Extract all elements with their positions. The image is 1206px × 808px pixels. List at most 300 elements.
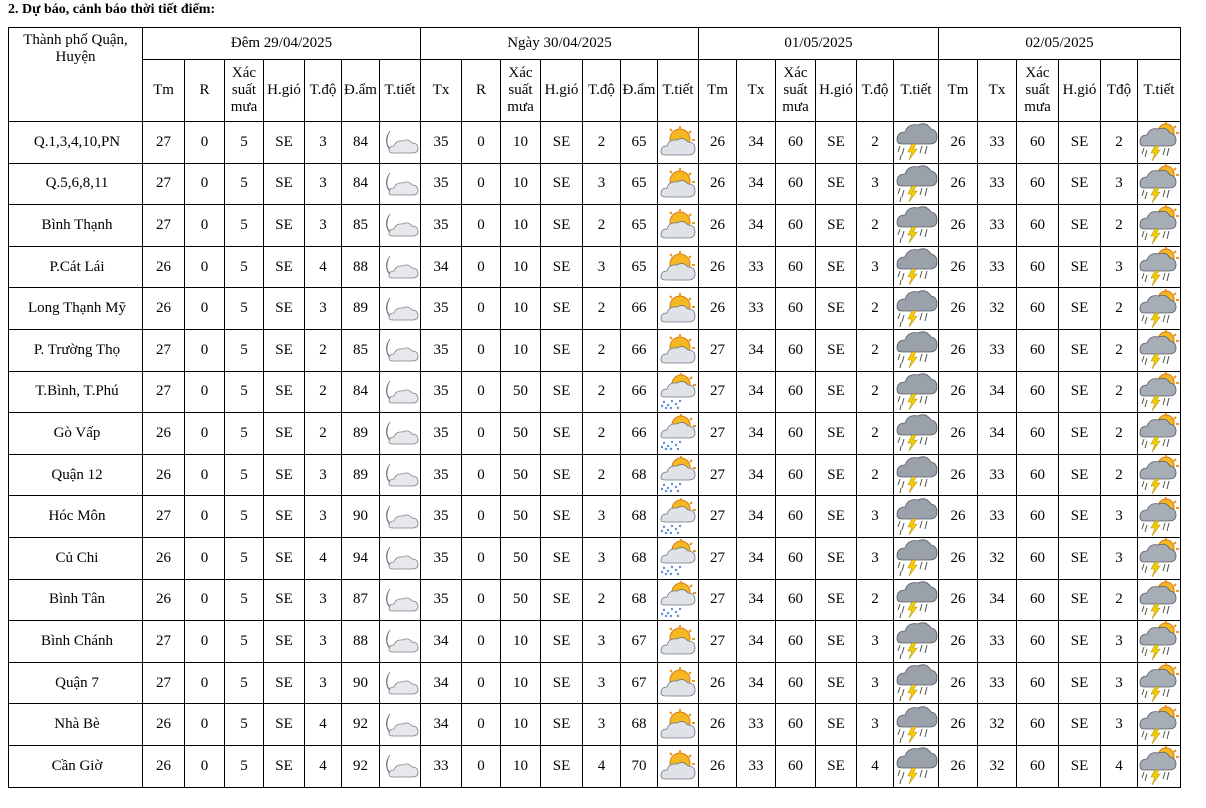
- wind-direction: SE: [816, 329, 857, 371]
- moon-cloud-icon: [380, 252, 420, 282]
- wind-direction: SE: [1059, 122, 1101, 164]
- sun-rain-icon: [658, 373, 698, 411]
- location-name: T.Bình, T.Phú: [9, 371, 143, 413]
- min-temp: 27: [143, 371, 185, 413]
- rain-probability: 60: [776, 329, 816, 371]
- sun-thunderstorm-icon: [1138, 746, 1180, 786]
- weather-cell: [658, 704, 699, 746]
- weather-cell: [380, 288, 421, 330]
- thunderstorm-icon: [894, 330, 938, 370]
- rain-probability: 10: [501, 163, 541, 205]
- rainfall: 0: [185, 371, 225, 413]
- wind-level: 2: [857, 413, 894, 455]
- wind-level: 3: [857, 662, 894, 704]
- wind-level: 3: [857, 621, 894, 663]
- weather-cell: [1138, 579, 1181, 621]
- humidity: 84: [342, 163, 380, 205]
- moon-cloud-icon: [380, 668, 420, 698]
- thunderstorm-icon: [894, 621, 938, 661]
- min-temp: 26: [939, 163, 978, 205]
- rainfall: 0: [462, 454, 501, 496]
- weather-cell: [380, 662, 421, 704]
- wind-level: 3: [1101, 662, 1138, 704]
- weather-cell: [380, 579, 421, 621]
- weather-cell: [658, 329, 699, 371]
- wind-direction: SE: [264, 413, 305, 455]
- max-temp: 35: [421, 454, 462, 496]
- max-temp: 34: [737, 413, 776, 455]
- rain-probability: 5: [225, 413, 264, 455]
- humidity: 68: [621, 579, 658, 621]
- wind-level: 2: [857, 371, 894, 413]
- min-temp: 26: [939, 537, 978, 579]
- humidity: 67: [621, 662, 658, 704]
- thunderstorm-icon: [894, 497, 938, 537]
- rainfall: 0: [462, 496, 501, 538]
- moon-cloud-icon: [380, 418, 420, 448]
- min-temp: 26: [699, 122, 737, 164]
- wind-direction: SE: [816, 496, 857, 538]
- min-temp: 27: [143, 122, 185, 164]
- wind-level: 2: [305, 413, 342, 455]
- rain-probability: 60: [1017, 704, 1059, 746]
- location-name: P.Cát Lái: [9, 246, 143, 288]
- wind-direction: SE: [541, 122, 583, 164]
- weather-cell: [658, 621, 699, 663]
- min-temp: 26: [939, 122, 978, 164]
- humidity: 68: [621, 496, 658, 538]
- forecast-rows: [9, 122, 1181, 788]
- max-temp: 34: [737, 662, 776, 704]
- rain-probability: 5: [225, 662, 264, 704]
- moon-cloud-icon: [380, 210, 420, 240]
- max-temp: 34: [737, 579, 776, 621]
- rainfall: 0: [462, 205, 501, 247]
- weather-cell: [658, 579, 699, 621]
- table-row: [9, 122, 1181, 164]
- wind-level: 2: [1101, 454, 1138, 496]
- weather-cell: [1138, 454, 1181, 496]
- page-title: 2. Dự báo, cảnh báo thời tiết điểm:: [8, 2, 216, 17]
- rain-probability: 10: [501, 122, 541, 164]
- sun-cloud-icon: [658, 625, 698, 657]
- max-temp: 34: [737, 163, 776, 205]
- table-row: [9, 413, 1181, 455]
- weather-cell: [658, 496, 699, 538]
- min-temp: 26: [143, 454, 185, 496]
- max-temp: 33: [978, 329, 1017, 371]
- location-name: Quận 12: [9, 454, 143, 496]
- wind-direction: SE: [816, 745, 857, 787]
- rain-probability: 5: [225, 329, 264, 371]
- rainfall: 0: [462, 246, 501, 288]
- moon-cloud-icon: [380, 377, 420, 407]
- wind-direction: SE: [541, 163, 583, 205]
- moon-cloud-icon: [380, 710, 420, 740]
- location-name: Củ Chi: [9, 537, 143, 579]
- rain-probability: 60: [776, 745, 816, 787]
- sun-cloud-icon: [658, 251, 698, 283]
- weather-cell: [658, 454, 699, 496]
- wind-direction: SE: [816, 413, 857, 455]
- rainfall: 0: [185, 288, 225, 330]
- rainfall: 0: [185, 579, 225, 621]
- sun-rain-icon: [658, 539, 698, 577]
- max-temp: 35: [421, 579, 462, 621]
- rainfall: 0: [185, 163, 225, 205]
- rain-probability: 5: [225, 537, 264, 579]
- location-name: Nhà Bè: [9, 704, 143, 746]
- wind-level: 3: [583, 246, 621, 288]
- weather-cell: [658, 371, 699, 413]
- wind-direction: SE: [541, 745, 583, 787]
- sun-thunderstorm-icon: [1138, 372, 1180, 412]
- min-temp: 26: [939, 579, 978, 621]
- wind-direction: SE: [264, 621, 305, 663]
- wind-level: 2: [583, 579, 621, 621]
- humidity: 70: [621, 745, 658, 787]
- col-header: Xác suất mưa: [1017, 60, 1059, 122]
- wind-level: 2: [857, 329, 894, 371]
- wind-level: 3: [583, 163, 621, 205]
- min-temp: 27: [699, 371, 737, 413]
- min-temp: 27: [143, 163, 185, 205]
- wind-direction: SE: [1059, 329, 1101, 371]
- wind-direction: SE: [1059, 704, 1101, 746]
- weather-cell: [1138, 745, 1181, 787]
- weather-cell: [1138, 205, 1181, 247]
- min-temp: 27: [699, 413, 737, 455]
- weather-cell: [894, 745, 939, 787]
- humidity: 67: [621, 621, 658, 663]
- wind-direction: SE: [816, 163, 857, 205]
- weather-cell: [1138, 371, 1181, 413]
- sun-thunderstorm-icon: [1138, 580, 1180, 620]
- rain-probability: 60: [1017, 246, 1059, 288]
- wind-direction: SE: [541, 288, 583, 330]
- weather-cell: [380, 745, 421, 787]
- wind-direction: SE: [1059, 579, 1101, 621]
- weather-cell: [894, 371, 939, 413]
- humidity: 65: [621, 163, 658, 205]
- period-header-day-30: Ngày 30/04/2025: [421, 28, 699, 60]
- rain-probability: 10: [501, 246, 541, 288]
- rain-probability: 50: [501, 371, 541, 413]
- rain-probability: 60: [776, 122, 816, 164]
- rainfall: 0: [462, 745, 501, 787]
- rain-probability: 5: [225, 288, 264, 330]
- weather-cell: [894, 163, 939, 205]
- weather-cell: [380, 621, 421, 663]
- wind-level: 2: [1101, 122, 1138, 164]
- min-temp: 26: [939, 621, 978, 663]
- wind-level: 2: [857, 288, 894, 330]
- wind-direction: SE: [1059, 246, 1101, 288]
- col-header: R: [185, 60, 225, 122]
- weather-cell: [1138, 496, 1181, 538]
- min-temp: 26: [699, 163, 737, 205]
- col-header: H.gió: [264, 60, 305, 122]
- thunderstorm-icon: [894, 205, 938, 245]
- rain-probability: 60: [776, 205, 816, 247]
- max-temp: 34: [737, 454, 776, 496]
- min-temp: 26: [939, 329, 978, 371]
- rain-probability: 60: [1017, 579, 1059, 621]
- wind-direction: SE: [264, 454, 305, 496]
- location-name: Cần Giờ: [9, 745, 143, 787]
- max-temp: 33: [737, 288, 776, 330]
- rain-probability: 5: [225, 454, 264, 496]
- table-row: [9, 662, 1181, 704]
- weather-cell: [1138, 246, 1181, 288]
- rainfall: 0: [462, 329, 501, 371]
- weather-cell: [380, 329, 421, 371]
- rain-probability: 10: [501, 329, 541, 371]
- sun-rain-icon: [658, 456, 698, 494]
- weather-cell: [380, 496, 421, 538]
- moon-cloud-icon: [380, 127, 420, 157]
- humidity: 84: [342, 371, 380, 413]
- col-header: Tm: [939, 60, 978, 122]
- col-header: Tm: [143, 60, 185, 122]
- rain-probability: 60: [776, 537, 816, 579]
- thunderstorm-icon: [894, 164, 938, 204]
- max-temp: 34: [421, 621, 462, 663]
- weather-cell: [894, 662, 939, 704]
- wind-direction: SE: [1059, 496, 1101, 538]
- rain-probability: 60: [1017, 122, 1059, 164]
- sun-thunderstorm-icon: [1138, 205, 1180, 245]
- weather-cell: [380, 163, 421, 205]
- wind-level: 3: [583, 662, 621, 704]
- min-temp: 26: [939, 288, 978, 330]
- min-temp: 26: [939, 454, 978, 496]
- min-temp: 26: [939, 662, 978, 704]
- location-name: Q.5,6,8,11: [9, 163, 143, 205]
- humidity: 66: [621, 288, 658, 330]
- wind-direction: SE: [264, 246, 305, 288]
- rain-probability: 60: [776, 371, 816, 413]
- rainfall: 0: [462, 122, 501, 164]
- rainfall: 0: [185, 704, 225, 746]
- rain-probability: 5: [225, 246, 264, 288]
- col-header: T.tiết: [894, 60, 939, 122]
- wind-direction: SE: [816, 704, 857, 746]
- wind-direction: SE: [541, 246, 583, 288]
- wind-level: 4: [305, 246, 342, 288]
- max-temp: 32: [978, 537, 1017, 579]
- wind-level: 3: [305, 579, 342, 621]
- max-temp: 33: [978, 246, 1017, 288]
- wind-direction: SE: [264, 579, 305, 621]
- rain-probability: 10: [501, 662, 541, 704]
- col-header: T.tiết: [1138, 60, 1181, 122]
- min-temp: 27: [699, 579, 737, 621]
- column-header-row: [9, 60, 1181, 122]
- humidity: 90: [342, 662, 380, 704]
- sun-thunderstorm-icon: [1138, 497, 1180, 537]
- wind-level: 2: [583, 205, 621, 247]
- weather-cell: [658, 413, 699, 455]
- max-temp: 34: [737, 205, 776, 247]
- col-header: T.tiết: [658, 60, 699, 122]
- wind-level: 3: [1101, 496, 1138, 538]
- weather-cell: [658, 537, 699, 579]
- wind-direction: SE: [541, 454, 583, 496]
- col-header: R: [462, 60, 501, 122]
- wind-direction: SE: [264, 662, 305, 704]
- table-row: [9, 246, 1181, 288]
- max-temp: 35: [421, 496, 462, 538]
- rainfall: 0: [462, 371, 501, 413]
- wind-direction: SE: [541, 662, 583, 704]
- rainfall: 0: [462, 704, 501, 746]
- weather-cell: [894, 122, 939, 164]
- rain-probability: 60: [776, 662, 816, 704]
- forecast-table: [8, 27, 1181, 788]
- wind-level: 4: [857, 745, 894, 787]
- thunderstorm-icon: [894, 538, 938, 578]
- sun-cloud-icon: [658, 750, 698, 782]
- max-temp: 33: [737, 745, 776, 787]
- wind-level: 2: [583, 413, 621, 455]
- wind-level: 4: [1101, 745, 1138, 787]
- rainfall: 0: [185, 537, 225, 579]
- min-temp: 26: [939, 496, 978, 538]
- period-header-night-29: Đêm 29/04/2025: [143, 28, 421, 60]
- rainfall: 0: [462, 288, 501, 330]
- weather-cell: [894, 329, 939, 371]
- rain-probability: 60: [1017, 288, 1059, 330]
- sun-thunderstorm-icon: [1138, 122, 1180, 162]
- min-temp: 26: [939, 205, 978, 247]
- min-temp: 26: [699, 246, 737, 288]
- moon-cloud-icon: [380, 502, 420, 532]
- humidity: 65: [621, 122, 658, 164]
- weather-cell: [658, 205, 699, 247]
- min-temp: 26: [143, 579, 185, 621]
- thunderstorm-icon: [894, 247, 938, 287]
- sun-cloud-icon: [658, 168, 698, 200]
- period-header-row: [9, 28, 1181, 60]
- weather-cell: [1138, 122, 1181, 164]
- table-row: [9, 454, 1181, 496]
- rain-probability: 5: [225, 163, 264, 205]
- max-temp: 35: [421, 288, 462, 330]
- wind-level: 3: [1101, 163, 1138, 205]
- wind-level: 2: [1101, 371, 1138, 413]
- location-name: Long Thạnh Mỹ: [9, 288, 143, 330]
- wind-level: 4: [305, 537, 342, 579]
- rain-probability: 50: [501, 537, 541, 579]
- moon-cloud-icon: [380, 460, 420, 490]
- wind-direction: SE: [264, 329, 305, 371]
- rain-probability: 60: [776, 621, 816, 663]
- wind-direction: SE: [816, 205, 857, 247]
- weather-cell: [894, 288, 939, 330]
- sun-cloud-icon: [658, 334, 698, 366]
- wind-direction: SE: [264, 371, 305, 413]
- col-header: T.độ: [857, 60, 894, 122]
- table-row: [9, 496, 1181, 538]
- wind-level: 3: [583, 704, 621, 746]
- rain-probability: 60: [1017, 371, 1059, 413]
- rain-probability: 10: [501, 205, 541, 247]
- rain-probability: 50: [501, 413, 541, 455]
- max-temp: 34: [737, 537, 776, 579]
- humidity: 92: [342, 745, 380, 787]
- location-name: P. Trường Thọ: [9, 329, 143, 371]
- rain-probability: 50: [501, 579, 541, 621]
- wind-direction: SE: [541, 329, 583, 371]
- wind-level: 2: [583, 454, 621, 496]
- table-row: [9, 621, 1181, 663]
- table-row: [9, 163, 1181, 205]
- weather-cell: [658, 163, 699, 205]
- wind-direction: SE: [541, 579, 583, 621]
- moon-cloud-icon: [380, 169, 420, 199]
- min-temp: 26: [143, 246, 185, 288]
- sun-thunderstorm-icon: [1138, 330, 1180, 370]
- max-temp: 33: [737, 246, 776, 288]
- max-temp: 33: [978, 621, 1017, 663]
- min-temp: 27: [699, 621, 737, 663]
- max-temp: 34: [978, 413, 1017, 455]
- thunderstorm-icon: [894, 663, 938, 703]
- wind-level: 2: [1101, 205, 1138, 247]
- rain-probability: 50: [501, 496, 541, 538]
- rain-probability: 60: [1017, 163, 1059, 205]
- rainfall: 0: [462, 163, 501, 205]
- rain-probability: 60: [776, 704, 816, 746]
- rain-probability: 5: [225, 371, 264, 413]
- min-temp: 26: [939, 246, 978, 288]
- max-temp: 33: [978, 205, 1017, 247]
- wind-direction: SE: [264, 205, 305, 247]
- wind-level: 3: [305, 621, 342, 663]
- rain-probability: 5: [225, 745, 264, 787]
- moon-cloud-icon: [380, 585, 420, 615]
- weather-cell: [380, 704, 421, 746]
- wind-direction: SE: [264, 496, 305, 538]
- period-header-01-05: 01/05/2025: [699, 28, 939, 60]
- wind-direction: SE: [1059, 662, 1101, 704]
- humidity: 89: [342, 454, 380, 496]
- min-temp: 27: [143, 329, 185, 371]
- humidity: 65: [621, 246, 658, 288]
- rain-probability: 10: [501, 704, 541, 746]
- wind-level: 3: [857, 537, 894, 579]
- wind-direction: SE: [541, 537, 583, 579]
- rain-probability: 60: [1017, 329, 1059, 371]
- max-temp: 35: [421, 329, 462, 371]
- rain-probability: 5: [225, 579, 264, 621]
- max-temp: 34: [737, 621, 776, 663]
- rain-probability: 5: [225, 621, 264, 663]
- col-header: Đ.ẩm: [342, 60, 380, 122]
- table-row: [9, 288, 1181, 330]
- humidity: 89: [342, 413, 380, 455]
- wind-level: 3: [305, 205, 342, 247]
- col-header: H.gió: [1059, 60, 1101, 122]
- humidity: 68: [621, 537, 658, 579]
- weather-cell: [658, 745, 699, 787]
- wind-level: 3: [1101, 621, 1138, 663]
- location-name: Hóc Môn: [9, 496, 143, 538]
- weather-cell: [658, 246, 699, 288]
- wind-direction: SE: [816, 371, 857, 413]
- wind-level: 3: [857, 704, 894, 746]
